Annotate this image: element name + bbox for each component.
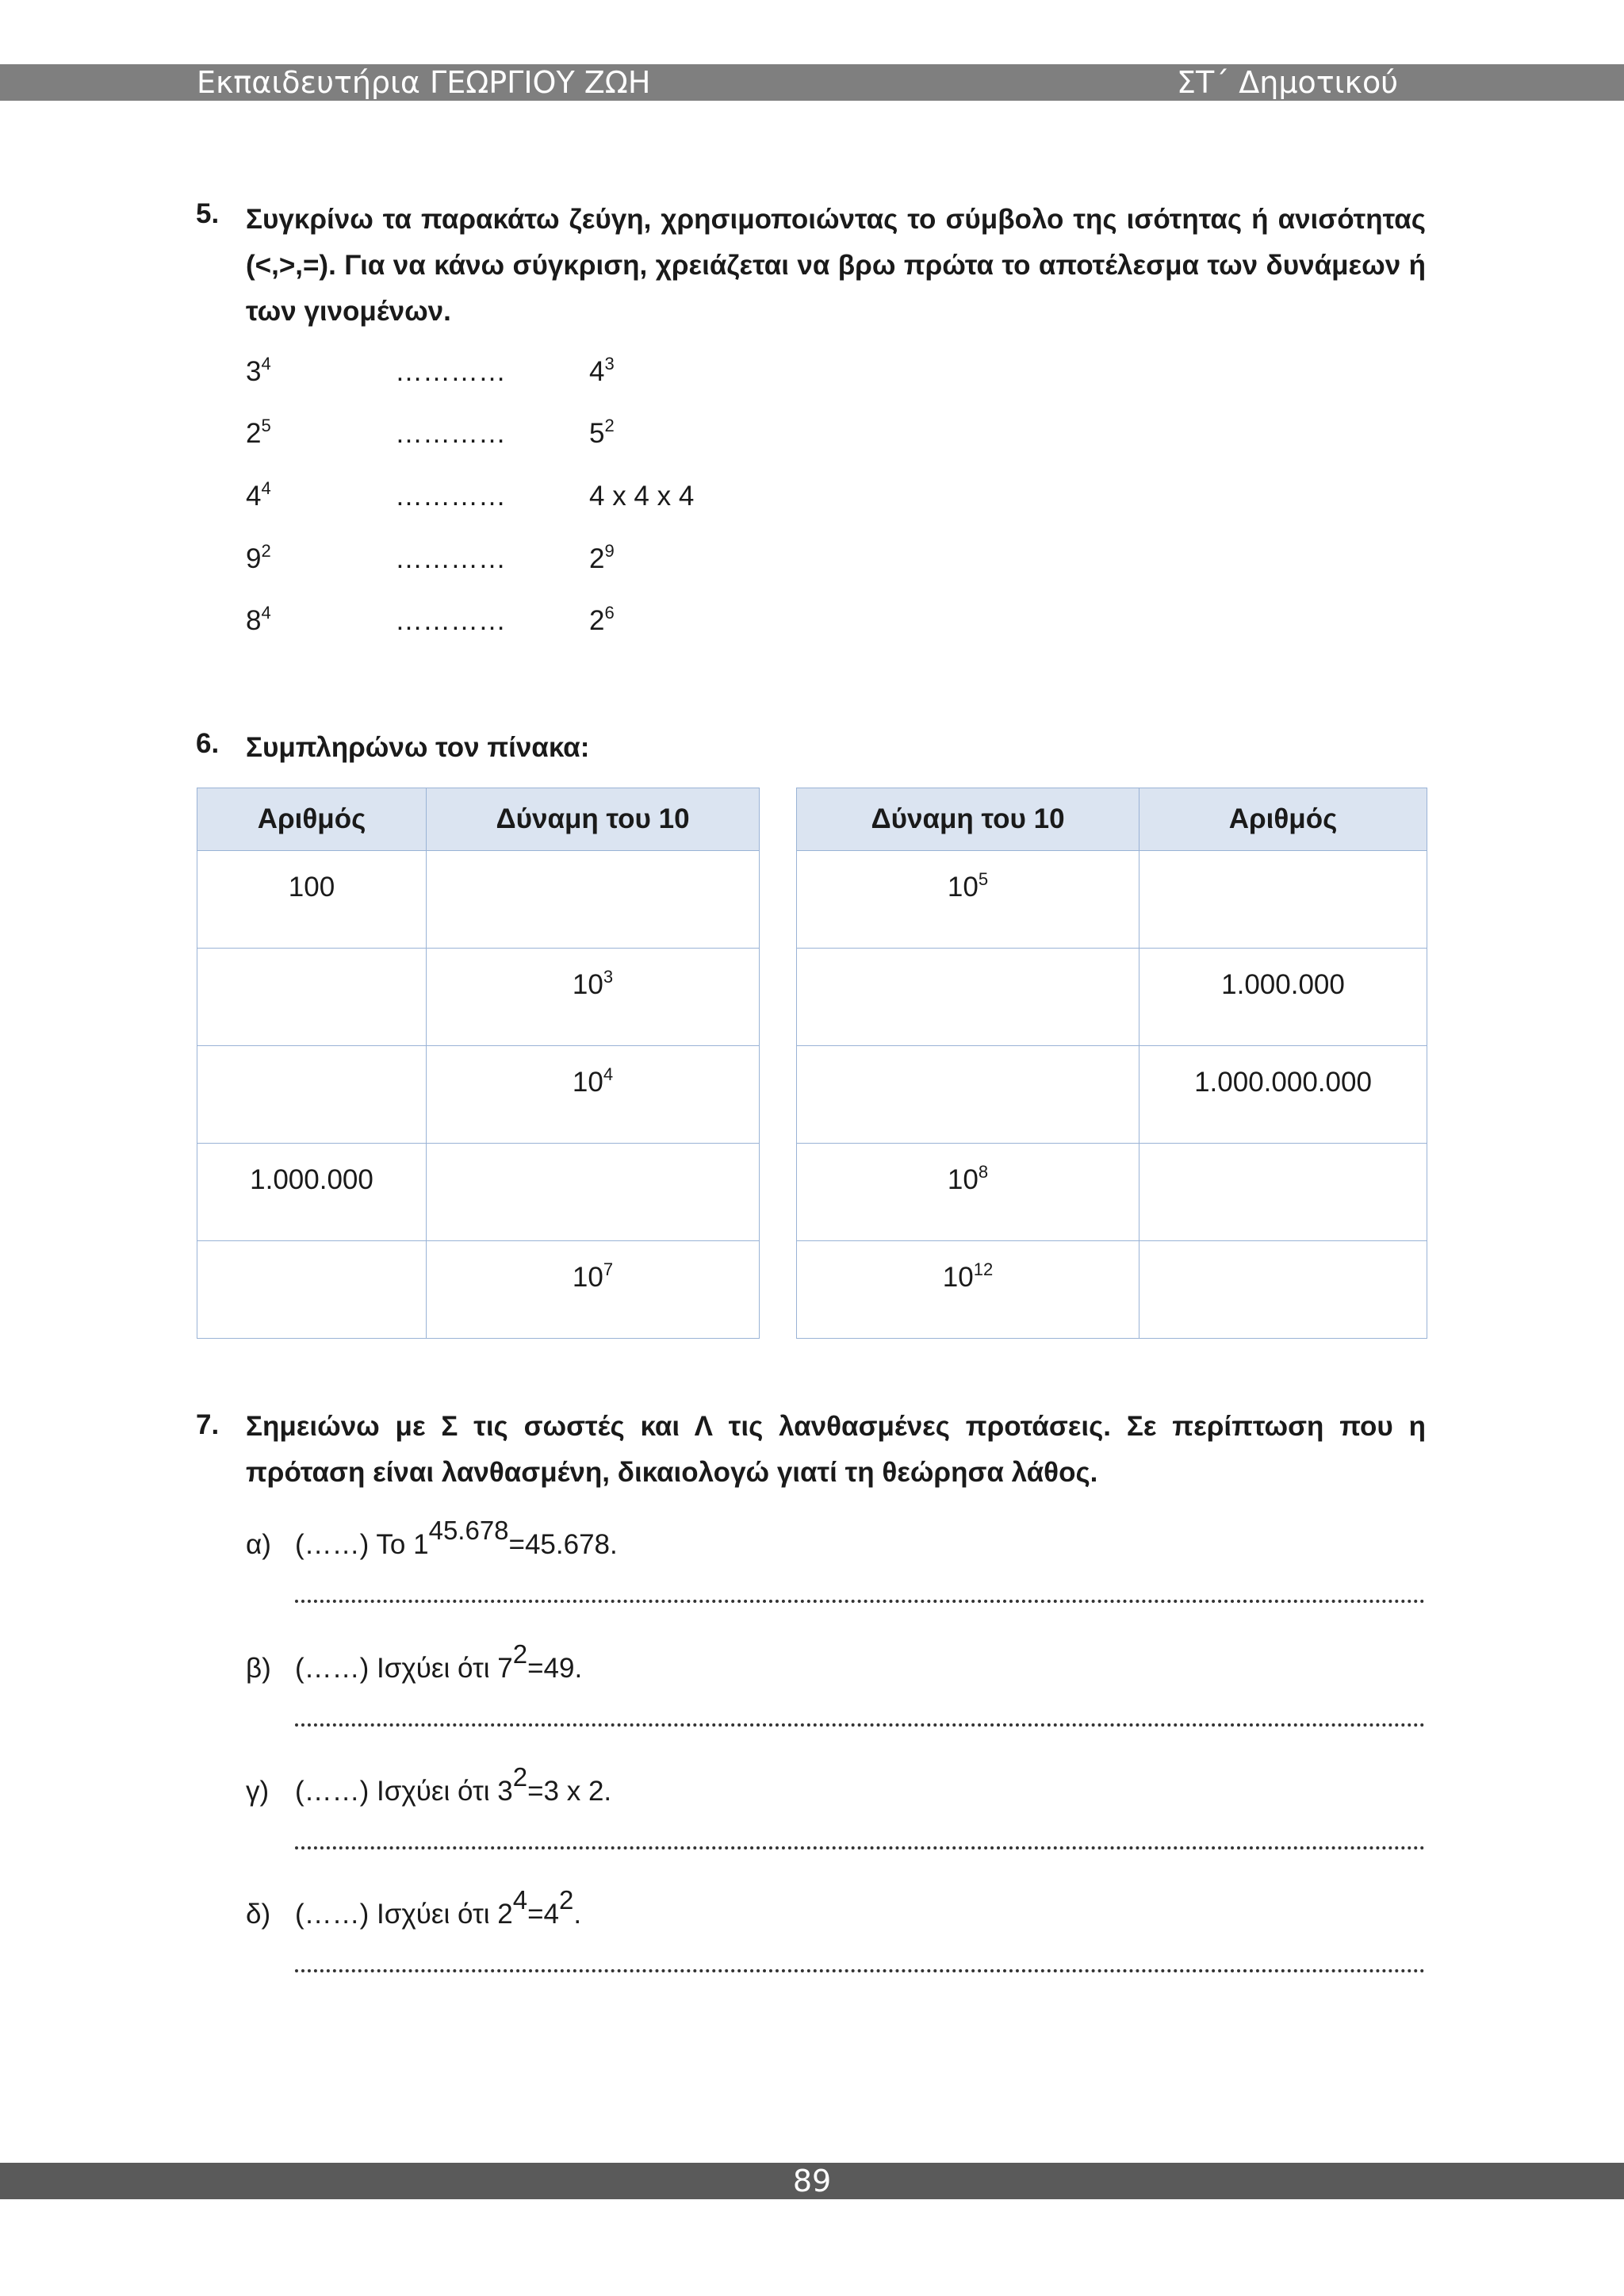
header-school-name: Εκπαιδευτήρια ΓΕΩΡΓΙΟΥ ΖΩΗ	[197, 65, 651, 100]
comparison-right: 4 x 4 x 4	[589, 481, 695, 512]
comparison-left: $8^4$	[246, 603, 271, 636]
power-cell[interactable]	[797, 1046, 1139, 1144]
justification-line[interactable]	[295, 1830, 1425, 1849]
power-cell[interactable]: $10^{12}$	[797, 1241, 1139, 1339]
comparison-blank[interactable]: …………	[395, 356, 506, 387]
q7-number: 7.	[196, 1409, 220, 1440]
table-row	[797, 1144, 1427, 1241]
comparison-left: $4^4$	[246, 478, 271, 512]
comparison-blank[interactable]: …………	[395, 481, 506, 512]
comparison-blank[interactable]: …………	[395, 418, 506, 449]
exponent: 4	[512, 1885, 528, 1915]
number-cell[interactable]: 1.000.000	[1139, 949, 1427, 1046]
item-label: β)	[246, 1653, 271, 1684]
true-false-item	[246, 1639, 583, 1687]
header-bar	[0, 64, 1624, 101]
table-row	[797, 1046, 1427, 1144]
header-grade: ΣΤ΄ Δημοτικού	[1177, 65, 1399, 100]
power-cell[interactable]: $10^8$	[797, 1144, 1139, 1241]
column-header-number: Αριθμός	[197, 788, 427, 851]
exponent: 2	[512, 1762, 528, 1792]
justification-line[interactable]	[295, 1584, 1425, 1603]
footer-bar	[0, 2163, 1624, 2199]
statement-result: =49.	[527, 1653, 583, 1684]
number-cell[interactable]	[1139, 1144, 1427, 1241]
comparison-row	[246, 603, 959, 639]
comparison-row	[246, 478, 959, 515]
number-cell[interactable]: 1.000.000.000	[1139, 1046, 1427, 1144]
column-header-power: Δύναμη του 10	[427, 788, 760, 851]
comparison-right: $2^6$	[589, 603, 615, 636]
powers-table-left	[197, 788, 760, 1339]
power-cell[interactable]: $10^4$	[427, 1046, 760, 1144]
exponent: 45.678	[428, 1516, 509, 1545]
comparison-right: $4^3$	[589, 354, 615, 387]
column-header-number: Αριθμός	[1139, 788, 1427, 851]
power-cell[interactable]: $10^3$	[427, 949, 760, 1046]
power-cell[interactable]: $10^5$	[797, 851, 1139, 949]
number-cell[interactable]	[197, 1241, 427, 1339]
table-row	[197, 1241, 760, 1339]
power-cell[interactable]	[427, 1144, 760, 1241]
comparison-right: $2^9$	[589, 541, 615, 574]
statement-text: (……) Ισχύει ότι 2	[295, 1899, 513, 1930]
q5-number: 5.	[196, 198, 220, 229]
justification-line[interactable]	[295, 1953, 1425, 1972]
statement-end: .	[573, 1899, 582, 1930]
comparison-left: $9^2$	[246, 541, 271, 574]
table-row	[197, 1046, 760, 1144]
statement-result: =45.678.	[508, 1529, 618, 1560]
exponent: 2	[559, 1885, 574, 1915]
statement-text: (……) Το 1	[295, 1529, 429, 1560]
number-cell[interactable]	[1139, 851, 1427, 949]
q6-number: 6.	[196, 728, 220, 759]
item-label: γ)	[246, 1776, 270, 1807]
number-cell[interactable]	[1139, 1241, 1427, 1339]
statement-text: (……) Ισχύει ότι 3	[295, 1776, 513, 1807]
q7-text: Σημειώνω με Σ τις σωστές και Λ τις λανθασμένες προτάσεις. Σε περίπτωση που η πρόταση είναι λανθασμένη, δικαιολογώ γιατί τη θεώρησα λάθος.	[246, 1411, 1426, 1488]
power-cell[interactable]	[797, 949, 1139, 1046]
statement-result: =4	[527, 1899, 560, 1930]
justification-line[interactable]	[295, 1708, 1425, 1727]
exponent: 2	[512, 1639, 528, 1669]
true-false-item	[246, 1762, 612, 1810]
table-row	[797, 851, 1427, 949]
comparison-row	[246, 354, 959, 390]
q6-text: Συμπληρώνω τον πίνακα:	[246, 732, 590, 763]
number-cell[interactable]: 1.000.000	[197, 1144, 427, 1241]
number-cell[interactable]	[197, 949, 427, 1046]
comparison-left: $2^5$	[246, 416, 271, 449]
column-header-power: Δύναμη του 10	[797, 788, 1139, 851]
true-false-item	[246, 1516, 618, 1563]
comparison-left: $3^4$	[246, 354, 271, 387]
number-cell[interactable]: 100	[197, 851, 427, 949]
number-cell[interactable]	[197, 1046, 427, 1144]
power-cell[interactable]: $10^7$	[427, 1241, 760, 1339]
table-row	[797, 1241, 1427, 1339]
q5-text: Συγκρίνω τα παρακάτω ζεύγη, χρησιμοποιώντας το σύμβολο της ισότητας ή ανισότητας (<,>,=). Για να κάνω σύγκριση, χρειάζεται να βρω πρώτα το αποτέλεσμα των δυνάμεων ή των γινομένων.	[246, 204, 1426, 327]
comparison-row	[246, 416, 959, 452]
table-row	[797, 949, 1427, 1046]
statement-result: =3 x 2.	[527, 1776, 612, 1807]
comparison-blank[interactable]: …………	[395, 543, 506, 574]
power-cell[interactable]	[427, 851, 760, 949]
table-row	[197, 1144, 760, 1241]
comparison-row	[246, 541, 959, 577]
page-number: 89	[792, 2164, 832, 2198]
item-label: α)	[246, 1529, 271, 1560]
table-row	[197, 949, 760, 1046]
comparison-right: $5^2$	[589, 416, 615, 449]
table-row	[197, 851, 760, 949]
item-label: δ)	[246, 1899, 271, 1930]
true-false-item	[246, 1885, 582, 1933]
comparison-blank[interactable]: …………	[395, 605, 506, 636]
statement-text: (……) Ισχύει ότι 7	[295, 1653, 513, 1684]
powers-table-right	[796, 788, 1427, 1339]
